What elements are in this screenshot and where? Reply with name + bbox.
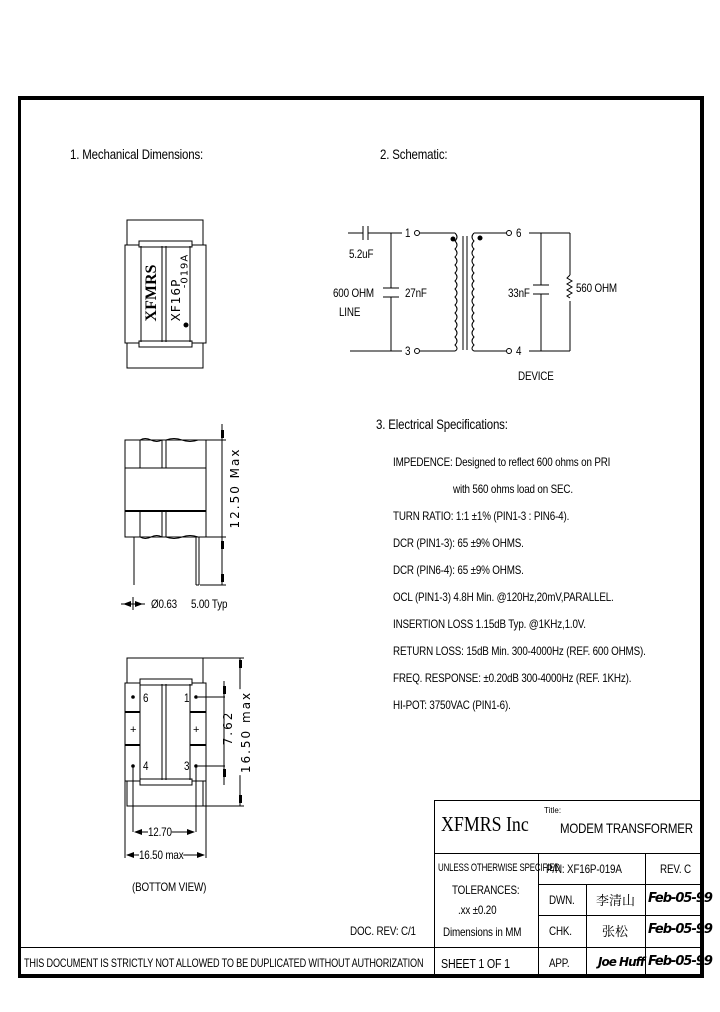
primary-capacitor-label: 27nF xyxy=(405,286,427,300)
series-capacitor-label: 5.2uF xyxy=(349,247,374,261)
pin-diameter-dim: Ø0.63 xyxy=(151,597,177,611)
pin-6-label: 6 xyxy=(516,226,522,240)
svg-text:+: + xyxy=(193,724,200,736)
drawing-title: MODEM TRANSFORMER xyxy=(560,820,693,836)
approved-label: APP. xyxy=(549,956,570,970)
bottom-view-caption: (BOTTOM VIEW) xyxy=(132,880,207,894)
checked-signature: 张松 xyxy=(602,925,629,940)
spec-line: INSERTION LOSS 1.15dB Typ. @1KHz,1.0V. xyxy=(393,617,586,631)
spec-line: IMPEDENCE: Designed to reflect 600 ohms on PRI xyxy=(393,455,611,469)
title-label: Title: xyxy=(544,806,562,815)
section-title-mechanical: 1. Mechanical Dimensions: xyxy=(70,146,204,162)
line-impedance-label: 600 OHM xyxy=(333,286,374,300)
document-revision: DOC. REV: C/1 xyxy=(350,924,416,938)
dimensions-unit: Dimensions in MM xyxy=(443,925,522,939)
part-number: P/N: XF16P-019A xyxy=(546,862,622,876)
pin-1-label: 1 xyxy=(405,226,411,240)
line-label: LINE xyxy=(339,305,361,319)
spec-line: RETURN LOSS: 15dB Min. 300-4000Hz (REF. 600 OHMS). xyxy=(393,644,646,658)
secondary-capacitor-label: 33nF xyxy=(508,286,530,300)
spec-line: TURN RATIO: 1:1 ±1% (PIN1-3 : PIN6-4). xyxy=(393,509,570,523)
section-title-schematic: 2. Schematic: xyxy=(380,146,448,162)
drawn-label: DWN. xyxy=(549,893,575,907)
pin-label-6: 6 xyxy=(143,691,149,705)
part-marking-number: XF16P xyxy=(169,278,183,322)
svg-text:+: + xyxy=(130,724,137,736)
duplication-notice: THIS DOCUMENT IS STRICTLY NOT ALLOWED TO BE DUPLICATED WITHOUT AUTHORIZATION xyxy=(24,956,424,970)
spec-line: OCL (PIN1-3) 4.8H Min. @120Hz,20mV,PARALLEL. xyxy=(393,590,614,604)
approved-date: Feb-05-99 xyxy=(648,954,712,969)
part-marking-suffix: -019A xyxy=(179,253,191,289)
sheet-number: SHEET 1 OF 1 xyxy=(441,956,510,971)
pin-label-1: 1 xyxy=(184,691,190,705)
pin-length-dim: 5.00 Typ xyxy=(191,597,228,611)
resistor-label: 560 OHM xyxy=(576,281,617,295)
body-width-dim: 16.50 max xyxy=(139,848,184,862)
unless-specified-note: UNLESS OTHERWISE SPECIFIED xyxy=(438,862,560,874)
revision: REV. C xyxy=(660,862,691,876)
drawn-signature: 李清山 xyxy=(596,894,636,909)
checked-label: CHK. xyxy=(549,924,572,938)
pin-4-label: 4 xyxy=(516,344,522,358)
checked-date: Feb-05-99 xyxy=(648,922,712,937)
spec-line: HI-POT: 3750VAC (PIN1-6). xyxy=(393,698,511,712)
side-height-dim: 12.50 Max xyxy=(228,447,242,529)
pin-spacing-vertical-dim: 7.62 xyxy=(221,710,235,746)
section-title-electrical: 3. Electrical Specifications: xyxy=(376,416,508,432)
drawn-date: Feb-05-99 xyxy=(648,891,712,906)
tolerances-label: TOLERANCES: xyxy=(452,883,520,897)
approved-signature: Joe Huff xyxy=(598,955,645,969)
pin-label-3: 3 xyxy=(184,759,190,773)
part-marking-brand: XFMRS xyxy=(143,264,160,322)
company-name: XFMRS Inc xyxy=(441,812,529,836)
pin-label-4: 4 xyxy=(143,759,149,773)
spec-line: with 560 ohms load on SEC. xyxy=(453,482,573,496)
spec-line: FREQ. RESPONSE: ±0.20dB 300-4000Hz (REF. 1KHz). xyxy=(393,671,632,685)
spec-line: DCR (PIN6-4): 65 ±9% OHMS. xyxy=(393,563,524,577)
pin-3-label: 3 xyxy=(405,344,411,358)
tolerance-value: .xx ±0.20 xyxy=(458,903,497,917)
pin-spacing-horizontal-dim: 12.70 xyxy=(148,825,172,839)
body-height-dim: 16.50 max xyxy=(239,690,253,774)
device-label: DEVICE xyxy=(518,369,554,383)
spec-line: DCR (PIN1-3): 65 ±9% OHMS. xyxy=(393,536,524,550)
